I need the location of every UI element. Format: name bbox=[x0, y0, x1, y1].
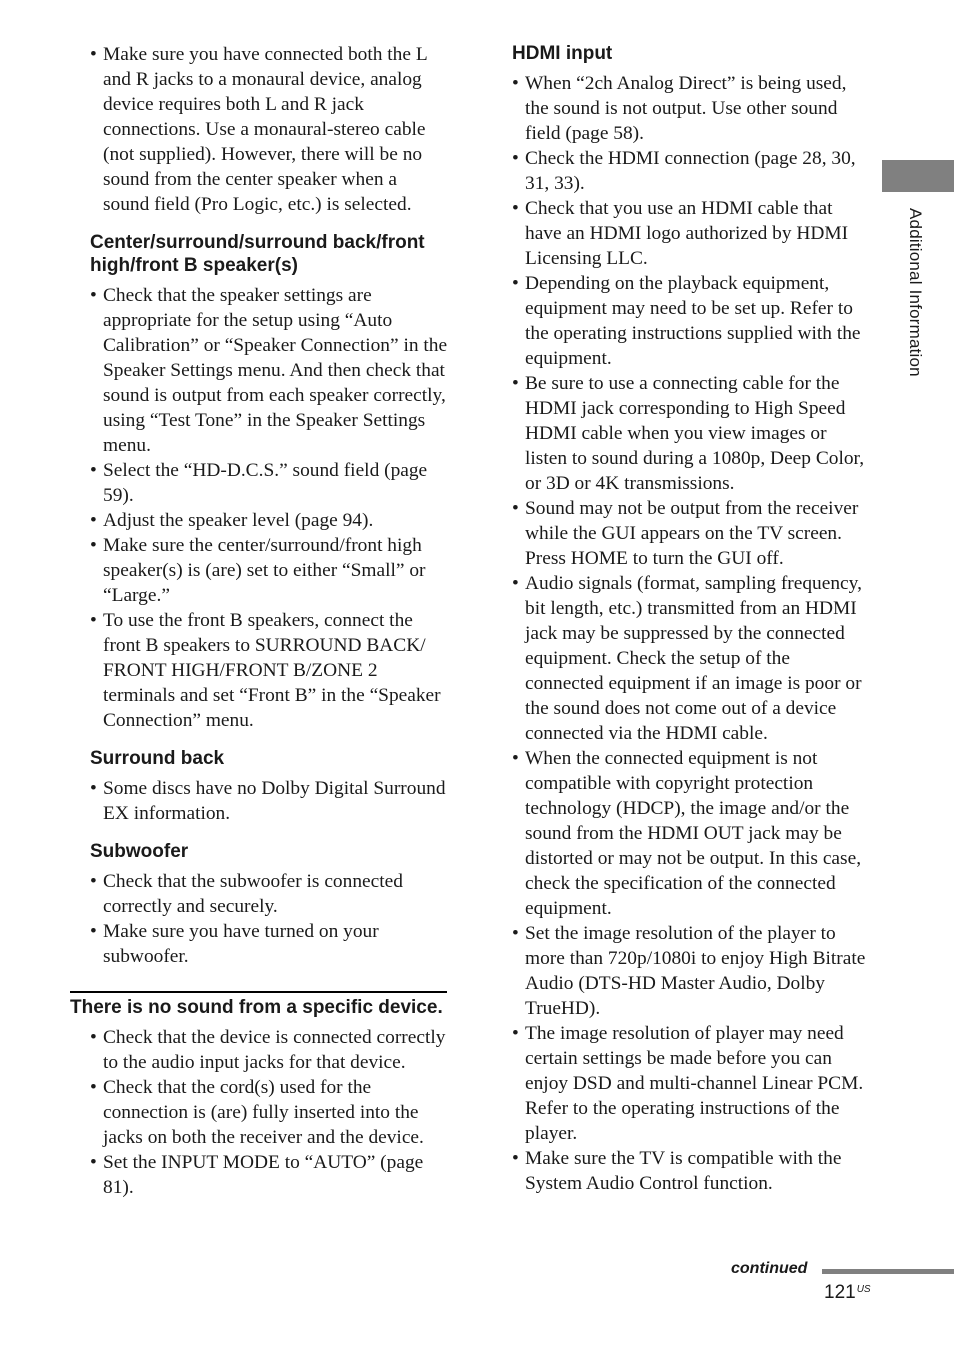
subwoofer-heading: Subwoofer bbox=[90, 841, 189, 862]
list-item: • Some discs have no Dolby Digital Surround EX information. bbox=[90, 776, 448, 826]
list-item: • Make sure the center/surround/front high speaker(s) is (are) set to either “Small” or “Large.” bbox=[90, 533, 448, 608]
hdmi-input-heading: HDMI input bbox=[512, 43, 613, 64]
device-bullet-list bbox=[90, 1025, 448, 1200]
list-item: • Check that the speaker settings are appropriate for the setup using “Auto Calibration” or “Speaker Connection” in the Speaker Settings menu. And then check that sound is output from each speaker correctly, using “Test Tone” in the Speaker Settings menu. bbox=[90, 283, 448, 458]
list-item: • Depending on the playback equipment, equipment may need to be set up. Refer to the operating instructions supplied with the equipment. bbox=[512, 271, 872, 371]
page-number-value: 121 bbox=[824, 1282, 856, 1303]
list-item: • Check that the device is connected correctly to the audio input jacks for that device. bbox=[90, 1025, 448, 1075]
list-item: • Check that the cord(s) used for the connection is (are) fully inserted into the jacks on both the receiver and the device. bbox=[90, 1075, 448, 1150]
list-item: • Select the “HD-D.C.S.” sound field (page 59). bbox=[90, 458, 448, 508]
page-number bbox=[824, 1282, 871, 1304]
list-item: • Check the HDMI connection (page 28, 30, 31, 33). bbox=[512, 146, 872, 196]
section-title-block bbox=[70, 991, 447, 1019]
list-item: • Audio signals (format, sampling frequency, bit length, etc.) transmitted from an HDMI jack may be suppressed by the connected equipment. Check the setup of the connected equipment if an image is poor or the sound does not come out of a device connected via the HDMI cable. bbox=[512, 571, 872, 746]
page-number-suffix: US bbox=[856, 1284, 871, 1295]
list-item: • When the connected equipment is not compatible with copyright protection technology (HDCP), the image and/or the sound from the HDMI OUT jack may be distorted or may not be output. In this case, check the specification of the connected equipment. bbox=[512, 746, 872, 921]
center-speakers-heading: Center/surround/surround back/front high/front B speaker(s) bbox=[90, 232, 425, 276]
list-item: • Check that the subwoofer is connected correctly and securely. bbox=[90, 869, 448, 919]
list-item: • Make sure you have connected both the L and R jacks to a monaural device, analog device requires both L and R jack connections. Use a monaural-stereo cable (not supplied). However, there will be no sound from the center speaker when a sound field (Pro Logic, etc.) is selected. bbox=[90, 42, 448, 217]
list-item: • The image resolution of player may need certain settings be made before you can enjoy DSD and multi-channel Linear PCM. Refer to the operating instructions of the player. bbox=[512, 1021, 872, 1146]
section-title: There is no sound from a specific device. bbox=[70, 997, 443, 1018]
right-column bbox=[512, 42, 872, 1196]
list-item: • Be sure to use a connecting cable for the HDMI jack corresponding to High Speed HDMI cable when you view images or listen to sound during a 1080p, Deep Color, or 3D or 4K transmissions. bbox=[512, 371, 872, 496]
surround-back-bullet-list bbox=[90, 776, 448, 826]
list-item: • Set the image resolution of the player to more than 720p/1080i to enjoy High Bitrate Audio (DTS-HD Master Audio, Dolby TrueHD). bbox=[512, 921, 872, 1021]
list-item: • Adjust the speaker level (page 94). bbox=[90, 508, 448, 533]
list-item: • Sound may not be output from the receiver while the GUI appears on the TV screen. Press HOME to turn the GUI off. bbox=[512, 496, 872, 571]
list-item: • Make sure you have turned on your subwoofer. bbox=[90, 919, 448, 969]
center-speakers-bullet-list bbox=[90, 283, 448, 733]
subwoofer-bullet-list bbox=[90, 869, 448, 969]
continued-rule bbox=[822, 1269, 954, 1274]
surround-back-heading: Surround back bbox=[90, 748, 225, 769]
list-item: • To use the front B speakers, connect the front B speakers to SURROUND BACK/ FRONT HIGH/FRONT B/ZONE 2 terminals and set “Front B” in the “Speaker Connection” menu. bbox=[90, 608, 448, 733]
hdmi-bullet-list bbox=[512, 71, 872, 1196]
left-column bbox=[70, 42, 448, 1200]
continued-label: continued bbox=[731, 1260, 808, 1277]
list-item: • Make sure the TV is compatible with the System Audio Control function. bbox=[512, 1146, 872, 1196]
side-tab-label: Additional Information bbox=[906, 208, 925, 377]
side-tab-marker bbox=[882, 160, 954, 192]
list-item: • When “2ch Analog Direct” is being used, the sound is not output. Use other sound field (page 58). bbox=[512, 71, 872, 146]
list-item: • Set the INPUT MODE to “AUTO” (page 81). bbox=[90, 1150, 448, 1200]
list-item: • Check that you use an HDMI cable that have an HDMI logo authorized by HDMI Licensing LLC. bbox=[512, 196, 872, 271]
intro-bullet-list bbox=[90, 42, 448, 217]
